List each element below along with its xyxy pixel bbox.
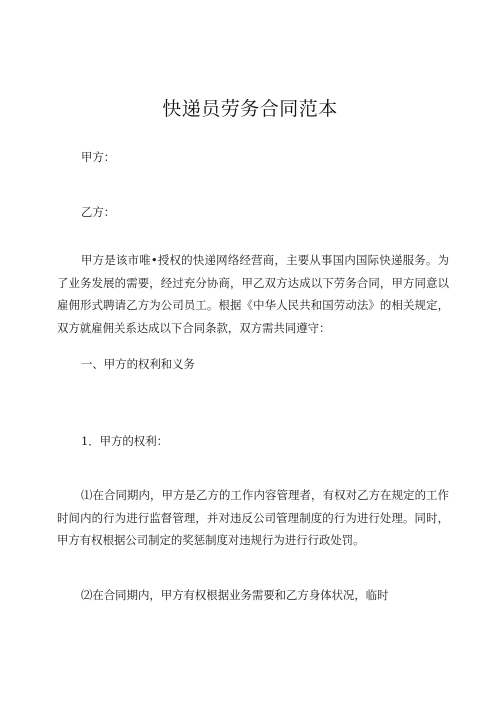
intro-paragraph: 甲方是该市唯•授权的快递网络经营商，主要从事国内国际快递服务。为了业务发展的需要，经过充分协商，甲乙双方达成以下劳务合同，甲方同意以雇佣形式聘请乙方为公司员工。根据《中华人民共和国劳动法》的相关规定，双方就雇佣关系达成以下合同条款，双方需共同遵守： xyxy=(57,253,449,335)
section-heading: 一、甲方的权利和义务 xyxy=(81,357,195,371)
party-a-label: 甲方： xyxy=(81,150,116,164)
party-b-label: 乙方： xyxy=(81,205,116,219)
subsection-heading: 1．甲方的权利： xyxy=(81,434,168,448)
document-title: 快递员劳务合同范本 xyxy=(162,98,338,120)
clause-paragraph-1: ⑴在合同期内，甲方是乙方的工作内容管理者，有权对乙方在规定的工作时间内的行为进行监督管理，并对违反公司管理制度的行为进行处理。同时，甲方有权根据公司制定的奖惩制度对违规行为进行行政处罚。 xyxy=(57,488,449,547)
clause-paragraph-2: ⑵在合同期内，甲方有权根据业务需要和乙方身体状况，临时 xyxy=(81,588,389,602)
